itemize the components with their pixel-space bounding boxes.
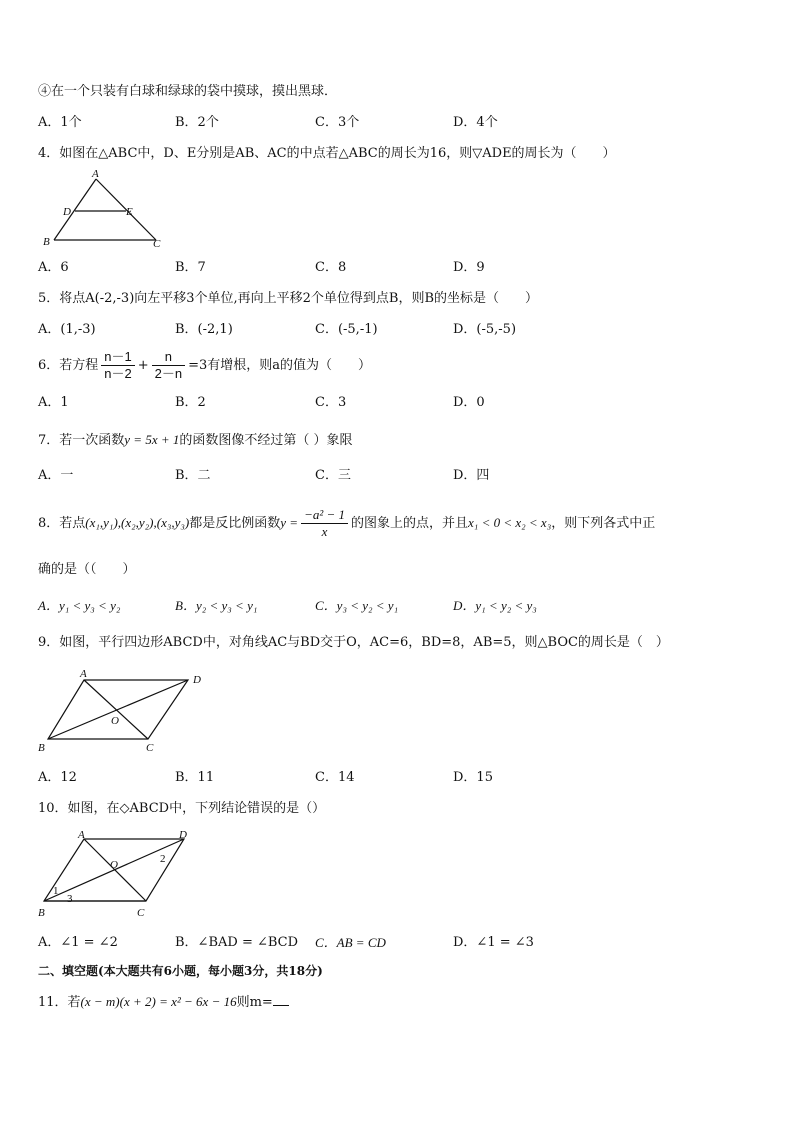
q6-option-a: A．1 — [38, 395, 69, 410]
q8-frac-numerator: −a² − 1 — [301, 507, 348, 524]
q6-frac1-numerator: n－1 — [101, 349, 134, 366]
q4-label-c: C — [153, 238, 161, 250]
q6-option-c: C．3 — [315, 395, 347, 410]
q11-expression: (x − m)(x + 2) = x² − 6x − 16 — [80, 994, 237, 1009]
q3-option-b: B．2个 — [175, 115, 219, 130]
q4-label-b: B — [43, 236, 50, 248]
q8-suffix: ，则下列各式中正 — [551, 516, 656, 531]
q9-label-d: D — [193, 674, 201, 686]
q5-options — [38, 321, 758, 339]
q9-label-c: C — [146, 742, 154, 754]
q7-function: y = 5x + 1 — [124, 432, 180, 447]
q9-option-b: B．11 — [175, 770, 215, 785]
q10-label-angle-3: 3 — [67, 893, 73, 905]
q3-statement-4: ④在一个只装有白球和绿球的袋中摸球，摸出黑球． — [38, 84, 338, 99]
q7-options — [38, 467, 758, 485]
q7-option-b: B．二 — [175, 468, 211, 483]
q8-question — [38, 502, 655, 545]
q6-prefix: 6．若方程 — [38, 358, 99, 373]
section-2-heading: 二、填空题(本大题共有6小题，每小题3分，共18分) — [38, 964, 323, 978]
q8-y-equals: y = — [280, 515, 299, 530]
q6-option-b: B．2 — [175, 395, 206, 410]
q11-question — [38, 993, 289, 1012]
q6-frac1-denominator: n－2 — [104, 366, 132, 381]
q4-option-c: C．8 — [315, 260, 347, 275]
q7-option-d: D．四 — [453, 468, 490, 483]
q4-question: 4．如图在△ABC中，D、E分别是AB、AC的中点若△ABC的周长为16，则▽ADE的周长为（ ） — [38, 146, 616, 161]
q8-mid: 都是反比例函数 — [189, 516, 281, 531]
q10-option-a: A．∠1 = ∠2 — [38, 935, 118, 950]
q4-option-a: A．6 — [38, 260, 69, 275]
q3-option-d: D．4个 — [453, 115, 498, 130]
q4-option-b: B．7 — [175, 260, 206, 275]
q10-label-a: A — [78, 829, 85, 841]
q7-prefix: 7．若一次函数 — [38, 433, 125, 448]
q5-option-c: C．(-5,-1) — [315, 322, 378, 337]
q8-question-line2: 确的是（（ ） — [38, 562, 136, 577]
q8-condition: x₁ < 0 < x₂ < x₃ — [468, 515, 552, 530]
q8-mid2: 的图象上的点，并且 — [351, 516, 469, 531]
q6-question — [38, 346, 371, 386]
q6-option-d: D．0 — [453, 395, 485, 410]
q10-question: 10．如图，在◇ABCD中，下列结论错误的是（） — [38, 801, 326, 816]
q7-option-c: C．三 — [315, 468, 351, 483]
q6-frac2-numerator: n — [152, 349, 185, 366]
q10-label-angle-2: 2 — [160, 853, 166, 865]
q8-option-a: A．y₁ < y₃ < y₂ — [38, 598, 121, 613]
q8-options — [38, 597, 758, 615]
q10-label-o: O — [110, 859, 118, 871]
q9-parallelogram-figure — [36, 664, 216, 756]
q10-label-d: D — [179, 829, 187, 841]
q10-parallelogram-figure — [36, 826, 196, 922]
q6-frac2-denominator: 2－n — [154, 366, 183, 381]
q6-suffix: =3有增根，则a的值为（ ） — [188, 358, 372, 373]
q11-suffix: 则m= — [236, 995, 273, 1010]
q8-frac-denominator: x — [321, 524, 328, 539]
q6-options — [38, 394, 758, 412]
q9-options — [38, 769, 758, 787]
q6-fraction-2 — [152, 349, 185, 382]
q4-label-a: A — [92, 168, 99, 180]
q5-question: 5．将点A(-2,-3)向左平移3个单位,再向上平移2个单位得到点B，则B的坐标是（ ） — [38, 291, 539, 306]
q8-option-d: D．y₁ < y₂ < y₃ — [453, 598, 537, 613]
q10-option-d: D．∠1 = ∠3 — [453, 935, 534, 950]
q3-option-a: A．1个 — [38, 115, 82, 130]
q9-label-a: A — [80, 668, 87, 680]
q8-fraction — [301, 507, 348, 540]
q7-option-a: A．一 — [38, 468, 74, 483]
q4-label-e: E — [126, 206, 133, 218]
q4-options — [38, 259, 758, 277]
q3-options — [38, 114, 758, 132]
q10-label-c: C — [137, 907, 145, 919]
q4-label-d: D — [63, 206, 71, 218]
q10-option-b: B．∠BAD = ∠BCD — [175, 935, 299, 950]
q11-answer-blank[interactable] — [273, 993, 289, 1006]
q9-option-d: D．15 — [453, 770, 493, 785]
q5-option-d: D．(-5,-5) — [453, 322, 517, 337]
q7-suffix: 的函数图像不经过第（ ）象限 — [179, 433, 353, 448]
q6-plus: + — [137, 358, 149, 373]
q10-options — [38, 934, 758, 952]
q9-label-o: O — [111, 715, 119, 727]
q9-option-a: A．12 — [38, 770, 77, 785]
q5-option-b: B．(-2,1) — [175, 322, 233, 337]
q9-question: 9．如图，平行四边形ABCD中，对角线AC与BD交于O，AC=6，BD=8，AB=5，则△BOC的周长是（ ） — [38, 635, 669, 650]
q10-label-angle-1: 1 — [53, 885, 59, 897]
q8-prefix: 8．若点 — [38, 516, 86, 531]
q9-label-b: B — [38, 742, 45, 754]
q7-question — [38, 431, 353, 450]
q5-option-a: A．(1,-3) — [38, 322, 96, 337]
q10-label-b: B — [38, 907, 45, 919]
q3-option-c: C．3个 — [315, 115, 360, 130]
q11-prefix: 11．若 — [38, 995, 81, 1010]
q8-points: (x₁,y₁),(x₂,y₂),(x₃,y₃) — [85, 515, 190, 530]
q9-option-c: C．14 — [315, 770, 355, 785]
q10-option-c: C．AB = CD — [315, 935, 386, 950]
q4-option-d: D．9 — [453, 260, 485, 275]
q6-fraction-1 — [101, 349, 134, 382]
q8-option-c: C．y₃ < y₂ < y₁ — [315, 598, 399, 613]
q8-option-b: B．y₂ < y₃ < y₁ — [175, 598, 258, 613]
q4-triangle-figure — [38, 168, 178, 250]
